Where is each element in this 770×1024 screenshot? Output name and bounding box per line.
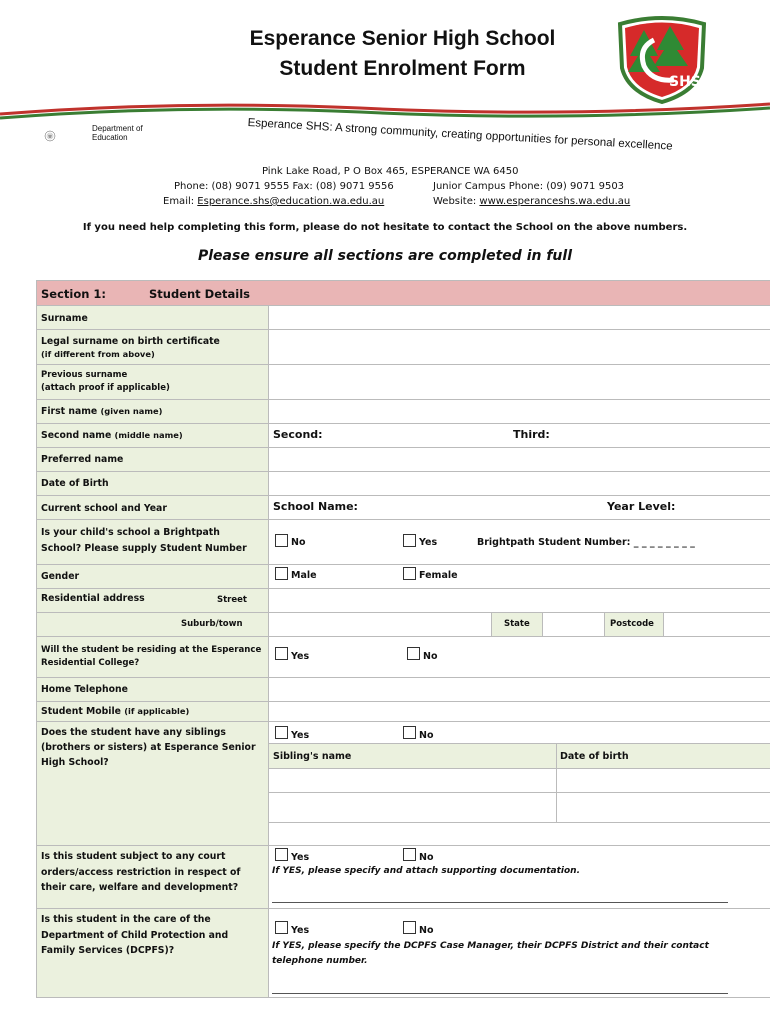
postcode-label-cell (605, 613, 663, 636)
student-details-form (36, 280, 770, 998)
student-mobile-text: Student Mobile (41, 706, 121, 717)
dcpfs-no-checkbox[interactable] (403, 921, 416, 934)
section-number: Section 1: (41, 287, 107, 301)
court-no-label: No (419, 852, 434, 863)
postcode-field[interactable] (664, 613, 770, 636)
third-label: Third: (513, 428, 550, 441)
student-mobile-note: (if applicable) (124, 706, 190, 716)
dcpfs-no-label: No (419, 925, 434, 936)
school-name-label: School Name: (273, 500, 358, 513)
first-name-text: First name (41, 406, 98, 417)
sibling-name-field-1[interactable] (269, 769, 556, 792)
second-name-label (41, 429, 183, 442)
dob-field[interactable] (269, 472, 770, 496)
residential-college-field (269, 637, 770, 678)
home-phone-label-cell (37, 678, 269, 702)
male-checkbox[interactable] (275, 567, 288, 580)
female-checkbox[interactable] (403, 567, 416, 580)
form-title (200, 24, 605, 84)
sibling-dob-header: Date of birth (560, 751, 629, 762)
siblings-label-cell (37, 722, 269, 846)
dcpfs-write-line[interactable] (272, 993, 728, 995)
legal-surname-label-cell (37, 330, 269, 365)
suburb-row (269, 613, 770, 637)
address-line: Pink Lake Road, P O Box 465, ESPERANCE WA 6450 (262, 166, 519, 177)
email-link[interactable]: Esperance.shs@education.wa.edu.au (197, 196, 385, 207)
school-motto: Esperance SHS: A strong community, creating opportunities for personal excellence (247, 117, 673, 153)
first-name-label-cell (37, 400, 269, 424)
dcpfs-note: If YES, please specify the DCPFS Case Manager, their DCPFS District and their contact telephone number. (272, 941, 709, 966)
email-line (163, 196, 384, 207)
brightpath-yes-checkbox[interactable] (403, 534, 416, 547)
first-name-label (41, 405, 162, 418)
court-yes-checkbox[interactable] (275, 848, 288, 861)
male-label: Male (291, 570, 317, 581)
school-logo (614, 10, 710, 104)
website-label: Website: (433, 196, 480, 207)
court-label: Is this student subject to any court orders/access restriction in respect of their care, welfare and development? (41, 851, 241, 893)
second-name-note: (middle name) (114, 430, 183, 440)
residential-label-cell (37, 589, 269, 613)
legal-surname-note: (if different from above) (41, 349, 155, 359)
brightpath-label: Is your child's school a Brightpath School? Please supply Student Number (41, 527, 247, 554)
state-field[interactable] (543, 613, 604, 636)
website-line (433, 196, 630, 207)
brightpath-no-checkbox[interactable] (275, 534, 288, 547)
prev-surname-field[interactable] (269, 365, 770, 400)
prev-surname-label (41, 369, 170, 395)
suburb-label-cell (37, 613, 269, 637)
gender-field (269, 565, 770, 589)
suburb-label: Suburb/town (181, 619, 243, 629)
first-name-field[interactable] (269, 400, 770, 424)
surname-field[interactable] (269, 306, 770, 330)
college-no-label: No (423, 651, 438, 662)
surname-label-cell (37, 306, 269, 330)
court-field (269, 846, 770, 909)
street-field[interactable] (269, 589, 770, 613)
prev-surname-text: Previous surname (41, 370, 128, 380)
prev-surname-label-cell (37, 365, 269, 400)
preferred-name-field[interactable] (269, 448, 770, 472)
siblings-field (269, 722, 770, 846)
siblings-label: Does the student have any siblings (brothers or sisters) at Esperance Senior High School? (41, 727, 256, 768)
gender-label: Gender (41, 571, 80, 582)
state-label: State (504, 619, 530, 629)
legal-surname-label (41, 335, 220, 361)
student-mobile-label-cell (37, 702, 269, 722)
section-header (37, 281, 770, 306)
gender-label-cell (37, 565, 269, 589)
current-school-label-cell (37, 496, 269, 520)
suburb-field[interactable] (269, 613, 491, 636)
brightpath-field (269, 520, 770, 565)
dept-line-2: Education (92, 133, 128, 142)
college-yes-checkbox[interactable] (275, 647, 288, 660)
second-name-text: Second name (41, 430, 112, 441)
divider (269, 822, 770, 823)
court-no-checkbox[interactable] (403, 848, 416, 861)
website-link[interactable]: www.esperanceshs.wa.edu.au (479, 196, 631, 207)
junior-phone-line: Junior Campus Phone: (09) 9071 9503 (433, 181, 625, 192)
dcpfs-label: Is this student in the care of the Department of Child Protection and Family Services (DCPFS)? (41, 914, 229, 956)
logo-text: SHS (669, 74, 701, 90)
dcpfs-yes-label: Yes (291, 925, 310, 936)
court-note: If YES, please specify and attach supporting documentation. (272, 866, 580, 876)
dept-name (92, 124, 143, 142)
current-school-field[interactable] (269, 496, 770, 520)
court-write-line[interactable] (272, 902, 728, 904)
female-label: Female (419, 570, 458, 581)
sibling-dob-field-1[interactable] (557, 769, 770, 792)
college-no-checkbox[interactable] (407, 647, 420, 660)
residential-label: Residential address (41, 593, 145, 604)
postcode-label: Postcode (610, 619, 654, 629)
current-school-label: Current school and Year (41, 503, 167, 514)
title-line-2: Student Enrolment Form (279, 57, 526, 80)
sibling-dob-field-2[interactable] (557, 793, 770, 816)
siblings-yes-label: Yes (291, 730, 310, 741)
preferred-name-label-cell (37, 448, 269, 472)
dept-crest-icon (44, 118, 84, 154)
brightpath-yes-label: Yes (419, 537, 438, 548)
surname-label: Surname (41, 313, 88, 324)
dcpfs-yes-checkbox[interactable] (275, 921, 288, 934)
legal-surname-text: Legal surname on birth certificate (41, 336, 220, 347)
legal-surname-field[interactable] (269, 330, 770, 365)
brightpath-label-cell (37, 520, 269, 565)
brightpath-number-label: Brightpath Student Number: _ _ _ _ _ _ _ _ (477, 537, 695, 548)
residential-college-label-cell (37, 637, 269, 678)
sibling-table-header (269, 744, 770, 768)
brightpath-no-label: No (291, 537, 306, 548)
home-phone-field[interactable] (269, 678, 770, 702)
dept-line-1: Department of (92, 124, 143, 133)
dob-label: Date of Birth (41, 478, 109, 489)
student-mobile-field[interactable] (269, 702, 770, 722)
street-label: Street (217, 595, 247, 605)
siblings-no-checkbox[interactable] (403, 726, 416, 739)
second-third-name-field[interactable] (269, 424, 770, 448)
home-phone-label: Home Telephone (41, 684, 128, 695)
help-text: If you need help completing this form, please do not hesitate to contact the School on the above numbers. (82, 222, 688, 233)
dob-label-cell (37, 472, 269, 496)
sibling-name-header: Sibling's name (273, 751, 352, 762)
email-label: Email: (163, 196, 198, 207)
siblings-no-label: No (419, 730, 434, 741)
year-level-label: Year Level: (607, 500, 676, 513)
preferred-name-label: Preferred name (41, 454, 124, 465)
sibling-name-field-2[interactable] (269, 793, 556, 816)
ensure-text: Please ensure all sections are completed in full (198, 248, 572, 264)
state-label-cell (492, 613, 542, 636)
college-yes-label: Yes (291, 651, 310, 662)
first-name-note: (given name) (100, 406, 163, 416)
second-label: Second: (273, 428, 323, 441)
court-label-cell (37, 846, 269, 909)
residential-college-label: Will the student be residing at the Esperance Residential College? (41, 645, 262, 668)
court-yes-label: Yes (291, 852, 310, 863)
prev-surname-note: (attach proof if applicable) (41, 383, 170, 393)
dcpfs-field (269, 909, 770, 997)
dcpfs-label-cell (37, 909, 269, 997)
siblings-yes-checkbox[interactable] (275, 726, 288, 739)
phone-line: Phone: (08) 9071 9555 Fax: (08) 9071 9556 (174, 181, 394, 192)
student-mobile-label (41, 705, 189, 718)
title-line-1: Esperance Senior High School (249, 27, 556, 50)
second-name-label-cell (37, 424, 269, 448)
section-title: Student Details (149, 287, 251, 301)
